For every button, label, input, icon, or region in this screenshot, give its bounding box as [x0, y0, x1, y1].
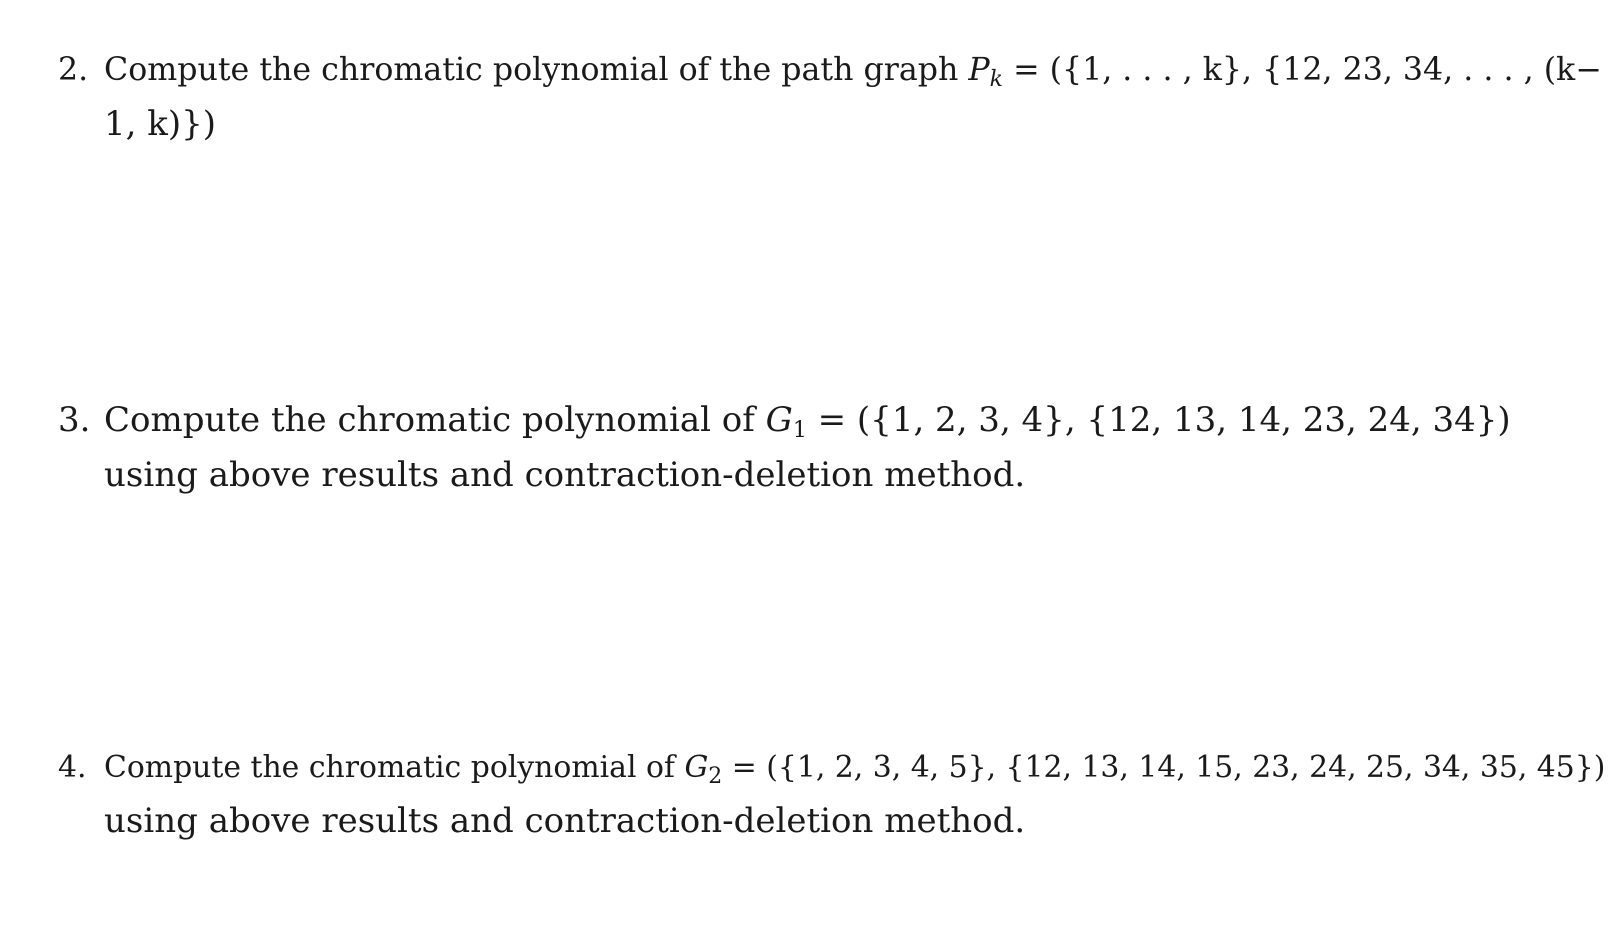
graph-definition: = ({1, 2, 3, 4, 5}, {12, 13, 14, 15, 23, 24, 25, 34, 35, 45}): [722, 750, 1606, 785]
problem-text: Compute the chromatic polynomial of: [104, 750, 685, 785]
graph-subscript: 2: [708, 764, 723, 789]
problem-number: 3.: [58, 400, 91, 440]
graph-symbol: P: [968, 52, 990, 88]
problem-line-1: [58, 48, 1602, 102]
problem-text: Compute the chromatic polynomial of the path graph: [104, 52, 969, 88]
graph-symbol: G: [684, 750, 709, 785]
graph-subscript: k: [989, 67, 1004, 92]
graph-symbol: G: [765, 400, 793, 440]
problem-text: Compute the chromatic polynomial of: [104, 400, 766, 440]
problem-number: 4.: [58, 750, 87, 785]
graph-definition: = ({1, 2, 3, 4}, {12, 13, 14, 23, 24, 34}): [806, 400, 1511, 440]
problem-line-2: using above results and contraction-deletion method.: [104, 455, 1026, 495]
problem-line-1: [58, 398, 1578, 453]
problem-line-2: 1, k)}): [104, 104, 217, 144]
problem-number: 2.: [58, 52, 89, 88]
problem-2: [58, 48, 1602, 146]
problem-line-2: using above results and contraction-deletion method.: [104, 801, 1026, 841]
problem-line-1: [58, 746, 1606, 799]
problem-4: [58, 746, 1606, 843]
problem-3: [58, 398, 1578, 497]
graph-subscript: 1: [792, 418, 807, 443]
graph-definition: = ({1, . . . , k}, {12, 23, 34, . . . , (k−: [1003, 52, 1602, 88]
